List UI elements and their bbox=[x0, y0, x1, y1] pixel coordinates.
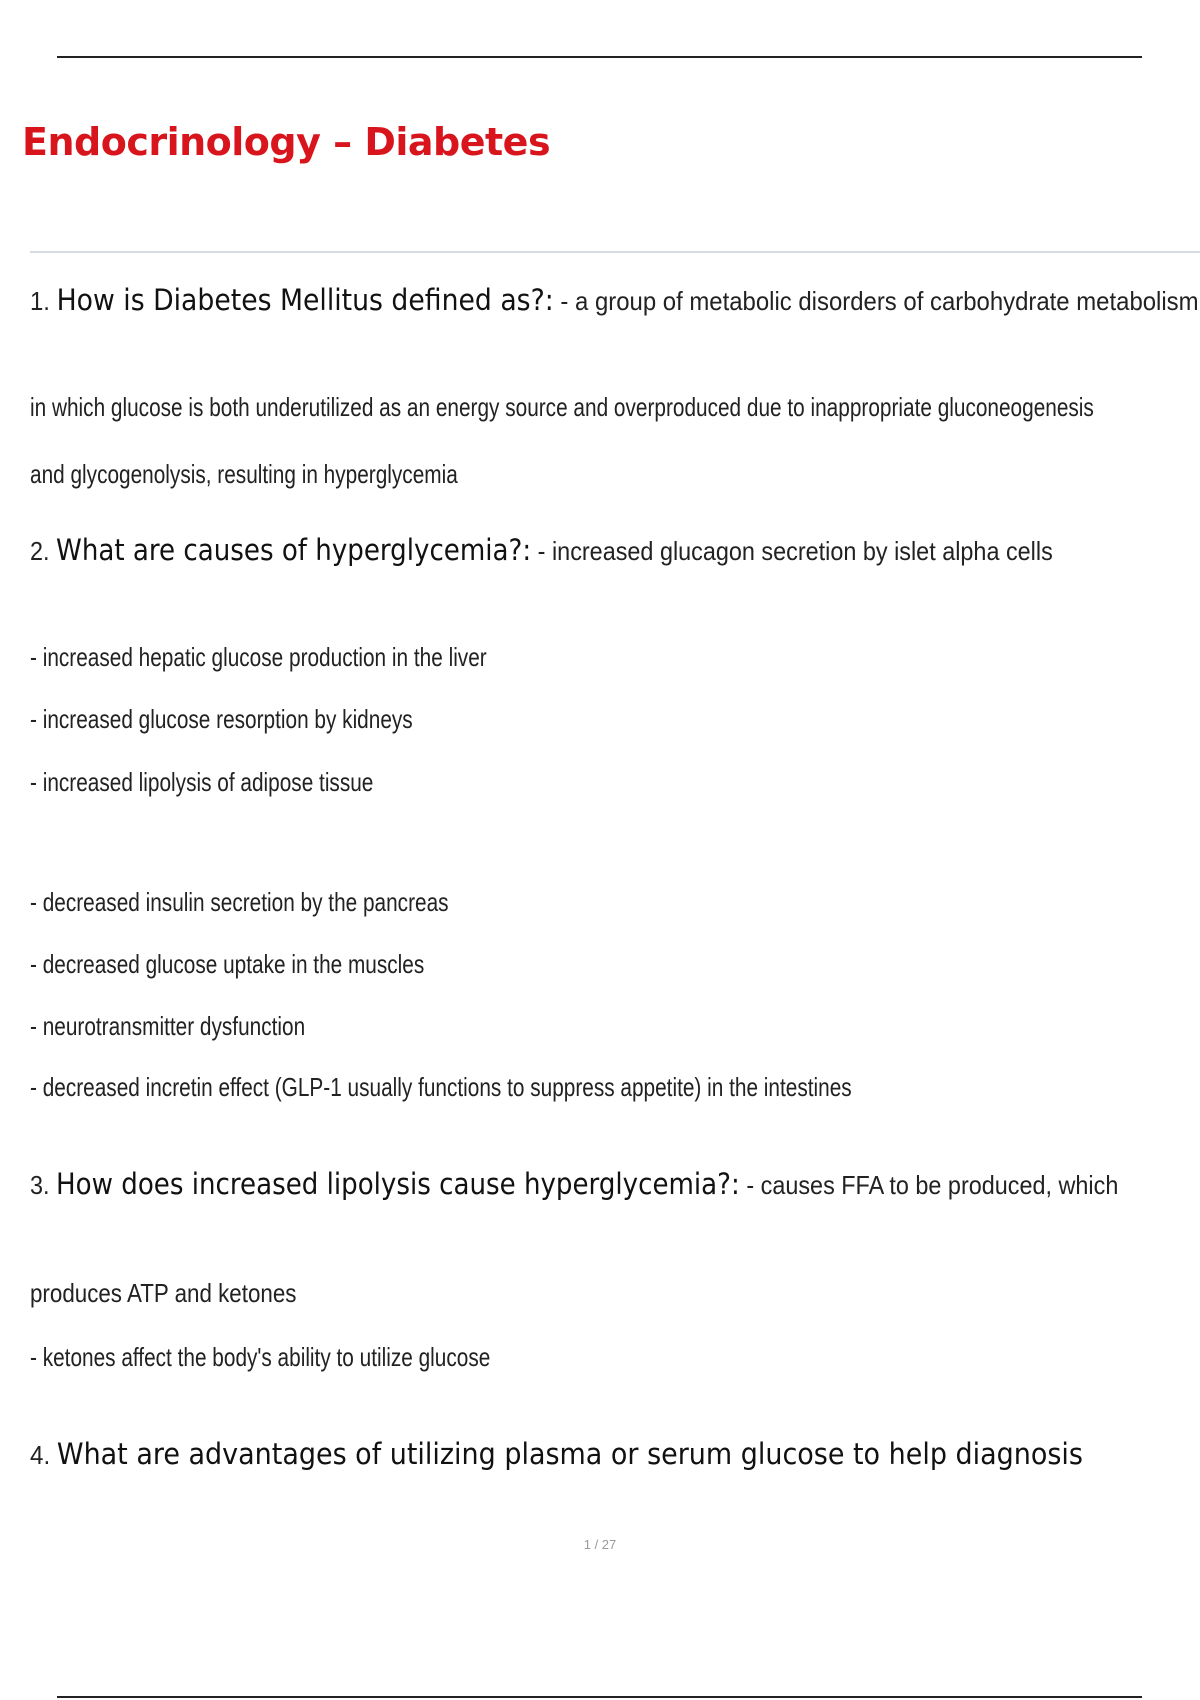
top-rule bbox=[57, 56, 1142, 58]
answer-line: - decreased insulin secretion by the pancreas bbox=[30, 887, 449, 917]
question-number: 4. bbox=[30, 1440, 51, 1470]
question-3 bbox=[30, 1167, 1119, 1201]
answer-line: and glycogenolysis, resulting in hyperglycemia bbox=[30, 459, 458, 489]
title-divider bbox=[30, 251, 1200, 253]
question-2 bbox=[30, 533, 1053, 567]
document-title: Endocrinology – Diabetes bbox=[22, 120, 551, 164]
question-1 bbox=[30, 283, 1199, 317]
answer-text: - a group of metabolic disorders of carbohydrate metabolism bbox=[560, 286, 1199, 316]
answer-line: - decreased incretin effect (GLP-1 usually functions to suppress appetite) in the intestines bbox=[30, 1072, 852, 1102]
answer-line: - increased lipolysis of adipose tissue bbox=[30, 767, 374, 797]
answer-line: - decreased glucose uptake in the muscles bbox=[30, 949, 425, 979]
answer-line: - increased glucose resorption by kidneys bbox=[30, 704, 413, 734]
answer-line: in which glucose is both underutilized as an energy source and overproduced due to inappropriate gluconeogenesis bbox=[30, 392, 1094, 422]
question-number: 3. bbox=[30, 1170, 50, 1200]
answer-text: - increased glucagon secretion by islet alpha cells bbox=[537, 536, 1053, 566]
question-number: 2. bbox=[30, 536, 50, 566]
answer-text: - causes FFA to be produced, which bbox=[746, 1170, 1119, 1200]
question-text: How does increased lipolysis cause hyperglycemia?: bbox=[56, 1167, 740, 1201]
question-text: What are causes of hyperglycemia?: bbox=[56, 533, 532, 567]
question-number: 1. bbox=[30, 286, 50, 316]
page-number: 1 / 27 bbox=[583, 1537, 617, 1552]
answer-line: - neurotransmitter dysfunction bbox=[30, 1011, 306, 1041]
question-text: What are advantages of utilizing plasma or serum glucose to help diagnosis bbox=[56, 1437, 1083, 1471]
answer-line: - increased hepatic glucose production in the liver bbox=[30, 642, 487, 672]
question-4 bbox=[30, 1437, 1083, 1471]
answer-line: produces ATP and ketones bbox=[30, 1278, 297, 1308]
question-text: How is Diabetes Mellitus defined as?: bbox=[56, 283, 554, 317]
bottom-rule bbox=[57, 1696, 1142, 1698]
answer-line: - ketones affect the body's ability to utilize glucose bbox=[30, 1342, 491, 1372]
